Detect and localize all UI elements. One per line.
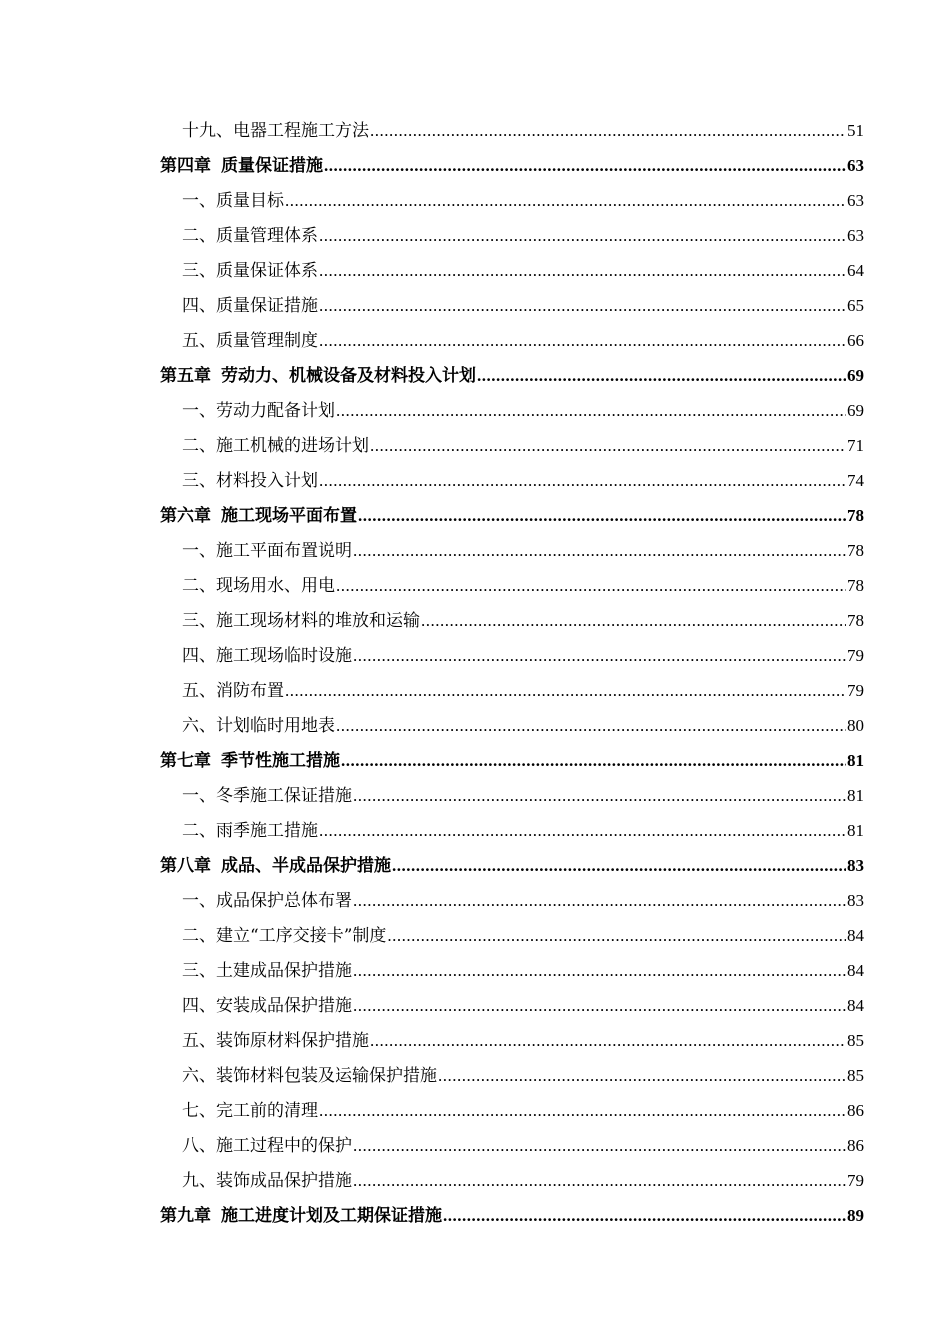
toc-entry-title <box>160 149 323 184</box>
toc-page-number: 86 <box>847 1136 864 1155</box>
toc-chapter-entry[interactable] <box>160 743 864 778</box>
dot-leader <box>285 183 846 218</box>
toc-entry-title: 五、装饰原材料保护措施 <box>182 1031 369 1051</box>
toc-section-entry[interactable] <box>160 533 864 568</box>
toc-entry-title: 二、雨季施工措施 <box>182 821 318 841</box>
toc-entry-title <box>160 499 357 534</box>
toc-page-number: 51 <box>847 121 864 140</box>
toc-section-entry[interactable] <box>160 988 864 1023</box>
chapter-number: 第九章 <box>160 1206 211 1226</box>
chapter-title: 质量保证措施 <box>221 156 323 176</box>
dot-leader <box>336 568 846 603</box>
chapter-number: 第七章 <box>160 751 211 771</box>
chapter-number: 第五章 <box>160 366 211 386</box>
toc-page-number: 85 <box>847 1031 864 1050</box>
toc-entry-title: 二、施工机械的进场计划 <box>182 436 369 456</box>
dot-leader <box>353 953 846 988</box>
dot-leader <box>438 1058 846 1093</box>
toc-page-number: 83 <box>847 891 864 910</box>
chapter-title: 劳动力、机械设备及材料投入计划 <box>221 366 476 386</box>
toc-section-entry[interactable] <box>160 568 864 603</box>
toc-page-number: 81 <box>847 786 864 805</box>
chapter-title: 施工进度计划及工期保证措施 <box>221 1206 442 1226</box>
toc-section-entry[interactable] <box>160 183 864 218</box>
toc-page-number: 71 <box>847 436 864 455</box>
toc-entry-title <box>160 849 391 884</box>
dot-leader <box>336 708 846 743</box>
dot-leader <box>319 288 846 323</box>
toc-page-number: 79 <box>847 1171 864 1190</box>
toc-page-number: 74 <box>847 471 864 490</box>
toc-page-number: 81 <box>847 751 864 770</box>
toc-entry-title: 二、建立“工序交接卡”制度 <box>182 926 387 946</box>
dot-leader <box>353 1163 846 1198</box>
toc-entry-title <box>160 359 476 394</box>
toc-section-entry[interactable] <box>160 323 864 358</box>
toc-entry-title: 一、质量目标 <box>182 191 284 211</box>
toc-section-entry[interactable] <box>160 253 864 288</box>
dot-leader <box>319 463 846 498</box>
toc-page-number: 84 <box>847 996 864 1015</box>
dot-leader <box>324 148 846 183</box>
toc-page-number: 64 <box>847 261 864 280</box>
toc-page-number: 81 <box>847 821 864 840</box>
dot-leader <box>353 988 846 1023</box>
dot-leader <box>387 918 846 953</box>
toc-section-entry[interactable] <box>160 218 864 253</box>
toc-entry-title: 五、消防布置 <box>182 681 284 701</box>
toc-entry-title: 七、完工前的清理 <box>182 1101 318 1121</box>
toc-entry-title: 一、施工平面布置说明 <box>182 541 352 561</box>
toc-chapter-entry[interactable] <box>160 358 864 393</box>
chapter-title: 施工现场平面布置 <box>221 506 357 526</box>
toc-entry-title: 一、劳动力配备计划 <box>182 401 335 421</box>
toc-section-entry[interactable] <box>160 463 864 498</box>
toc-chapter-entry[interactable] <box>160 1198 864 1233</box>
toc-entry-title: 九、装饰成品保护措施 <box>182 1171 352 1191</box>
toc-entry-title: 四、质量保证措施 <box>182 296 318 316</box>
toc-section-entry[interactable] <box>160 953 864 988</box>
table-of-contents <box>160 113 864 1233</box>
toc-page-number: 65 <box>847 296 864 315</box>
dot-leader <box>370 428 846 463</box>
toc-section-entry[interactable] <box>160 603 864 638</box>
toc-entry-title <box>160 1199 442 1234</box>
toc-page-number: 83 <box>847 856 864 875</box>
toc-entry-title: 二、现场用水、用电 <box>182 576 335 596</box>
toc-section-entry[interactable] <box>160 288 864 323</box>
dot-leader <box>319 218 846 253</box>
dot-leader <box>353 638 846 673</box>
toc-entry-title: 十九、电器工程施工方法 <box>182 121 369 141</box>
toc-page-number: 66 <box>847 331 864 350</box>
toc-section-entry[interactable] <box>160 778 864 813</box>
toc-page-number: 84 <box>847 926 864 945</box>
toc-page-number: 78 <box>847 506 864 525</box>
toc-entry-title: 五、质量管理制度 <box>182 331 318 351</box>
toc-entry-title: 一、冬季施工保证措施 <box>182 786 352 806</box>
toc-page-number: 69 <box>847 366 864 385</box>
dot-leader <box>336 393 846 428</box>
chapter-title: 成品、半成品保护措施 <box>221 856 391 876</box>
chapter-number: 第四章 <box>160 156 211 176</box>
toc-entry-title: 四、安装成品保护措施 <box>182 996 352 1016</box>
toc-entry-title: 六、计划临时用地表 <box>182 716 335 736</box>
toc-section-entry[interactable] <box>160 883 864 918</box>
toc-entry-title: 三、质量保证体系 <box>182 261 318 281</box>
toc-entry-title: 八、施工过程中的保护 <box>182 1136 352 1156</box>
dot-leader <box>353 883 846 918</box>
dot-leader <box>319 1093 846 1128</box>
toc-section-entry[interactable] <box>160 1093 864 1128</box>
toc-page-number: 89 <box>847 1206 864 1225</box>
toc-page-number: 80 <box>847 716 864 735</box>
toc-section-entry[interactable] <box>160 813 864 848</box>
toc-chapter-entry[interactable] <box>160 148 864 183</box>
dot-leader <box>319 253 846 288</box>
dot-leader <box>358 498 846 533</box>
dot-leader <box>353 1128 846 1163</box>
toc-entry-title: 二、质量管理体系 <box>182 226 318 246</box>
toc-section-entry[interactable] <box>160 673 864 708</box>
toc-page-number: 79 <box>847 646 864 665</box>
toc-page-number: 63 <box>847 156 864 175</box>
toc-page-number: 69 <box>847 401 864 420</box>
toc-section-entry[interactable] <box>160 393 864 428</box>
toc-section-entry[interactable] <box>160 638 864 673</box>
toc-entry-title: 三、土建成品保护措施 <box>182 961 352 981</box>
dot-leader <box>341 743 846 778</box>
dot-leader <box>443 1198 846 1233</box>
toc-entry-title <box>160 744 340 779</box>
toc-section-entry[interactable] <box>160 1163 864 1198</box>
chapter-title: 季节性施工措施 <box>221 751 340 771</box>
toc-page-number: 63 <box>847 226 864 245</box>
toc-chapter-entry[interactable] <box>160 848 864 883</box>
toc-section-entry[interactable] <box>160 1058 864 1093</box>
dot-leader <box>392 848 846 883</box>
dot-leader <box>285 673 846 708</box>
toc-page-number: 85 <box>847 1066 864 1085</box>
dot-leader <box>319 813 846 848</box>
toc-page-number: 78 <box>847 611 864 630</box>
toc-entry-title: 四、施工现场临时设施 <box>182 646 352 666</box>
toc-section-entry[interactable] <box>160 918 864 953</box>
toc-page-number: 79 <box>847 681 864 700</box>
toc-chapter-entry[interactable] <box>160 498 864 533</box>
toc-section-entry[interactable] <box>160 1023 864 1058</box>
toc-entry-title: 一、成品保护总体布署 <box>182 891 352 911</box>
dot-leader <box>370 113 846 148</box>
dot-leader <box>421 603 846 638</box>
dot-leader <box>319 323 846 358</box>
toc-section-entry[interactable] <box>160 113 864 148</box>
dot-leader <box>353 533 846 568</box>
toc-entry-title: 六、装饰材料包装及运输保护措施 <box>182 1066 437 1086</box>
toc-section-entry[interactable] <box>160 1128 864 1163</box>
toc-page-number: 78 <box>847 576 864 595</box>
toc-page-number: 86 <box>847 1101 864 1120</box>
toc-section-entry[interactable] <box>160 428 864 463</box>
toc-page-number: 63 <box>847 191 864 210</box>
toc-page-number: 78 <box>847 541 864 560</box>
chapter-number: 第八章 <box>160 856 211 876</box>
dot-leader <box>370 1023 846 1058</box>
toc-entry-title: 三、材料投入计划 <box>182 471 318 491</box>
chapter-number: 第六章 <box>160 506 211 526</box>
toc-entry-title: 三、施工现场材料的堆放和运输 <box>182 611 420 631</box>
toc-page-number: 84 <box>847 961 864 980</box>
dot-leader <box>477 358 846 393</box>
toc-section-entry[interactable] <box>160 708 864 743</box>
dot-leader <box>353 778 846 813</box>
